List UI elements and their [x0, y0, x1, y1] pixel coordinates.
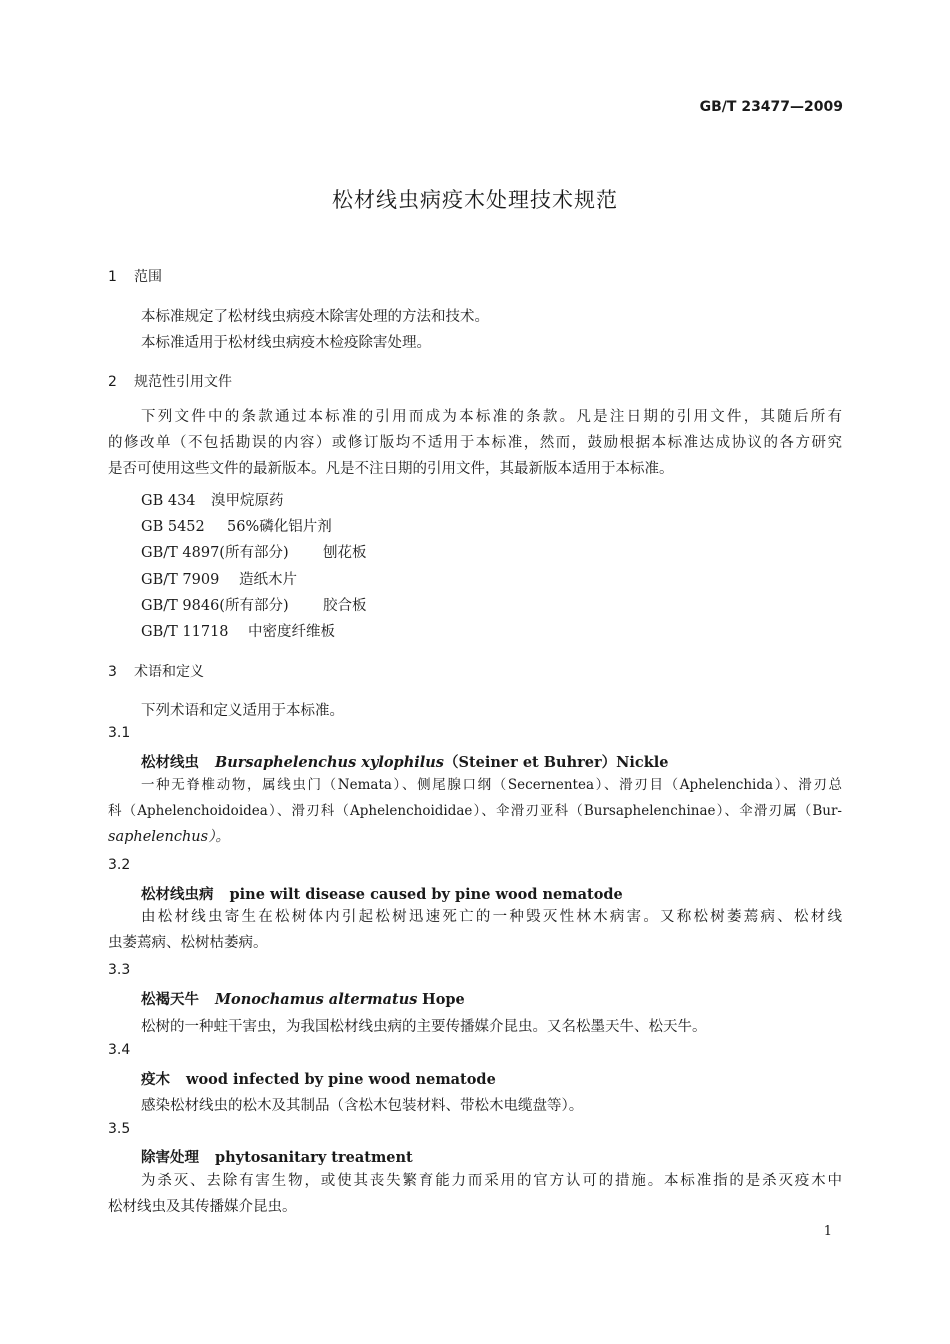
- reference-name: 溴甲烷原药: [211, 493, 284, 509]
- term-definition: 松树的一种蛀干害虫，为我国松材线虫病的主要传播媒介昆虫。又名松墨天牛、松天牛。: [141, 1019, 707, 1035]
- section-3-heading: [108, 661, 204, 681]
- term-heading: [141, 1068, 496, 1089]
- reference-code: GB 5452: [141, 519, 205, 535]
- reference-code: GB/T 7909: [141, 572, 220, 588]
- term-definition: [108, 772, 842, 850]
- term-chinese: 松褐天牛: [141, 992, 199, 1008]
- reference-item: [141, 594, 367, 615]
- document-title: 松材线虫病疫木处理技术规范: [332, 188, 618, 212]
- paragraph-line: 是否可使用这些文件的最新版本。凡是不注日期的引用文件，其最新版本适用于本标准。: [108, 461, 674, 477]
- section-2-heading: [108, 371, 232, 391]
- definition-line: 一种无脊椎动物，属线虫门（Nemata）、侧尾腺口纲（Secernentea）、滑刃目（Aphelenchida）、滑刃总: [141, 777, 842, 793]
- reference-code: GB 434: [141, 493, 196, 509]
- terms-intro: 下列术语和定义适用于本标准。: [141, 703, 344, 719]
- term-chinese: 松材线虫病: [141, 887, 214, 903]
- paragraph-line: 下列文件中的条款通过本标准的引用而成为本标准的条款。凡是注日期的引用文件，其随后所有: [141, 409, 842, 425]
- term-heading: [141, 988, 465, 1009]
- section-number: 3: [108, 664, 117, 680]
- paragraph-line: 的修改单（不包括勘误的内容）或修订版均不适用于本标准，然而，鼓励根据本标准达成协议的各方研究: [108, 435, 842, 451]
- reference-item: [141, 620, 335, 641]
- section-title: 术语和定义: [134, 664, 204, 680]
- section-number: 2: [108, 374, 117, 390]
- term-number: 3.1: [108, 725, 131, 741]
- reference-name: 中密度纤维板: [248, 624, 335, 640]
- term-number: 3.5: [108, 1121, 131, 1137]
- term-author: （Steiner et Buhrer）Nickle: [443, 754, 669, 771]
- page-number: 1: [823, 1224, 832, 1239]
- term-number: 3.2: [108, 857, 131, 873]
- definition-line: 为杀灭、去除有害生物，或使其丧失繁育能力而采用的官方认可的措施。本标准指的是杀灭疫木中: [141, 1173, 842, 1189]
- reference-item: [141, 568, 297, 589]
- reference-code: GB/T 11718: [141, 624, 229, 640]
- reference-name: 造纸木片: [239, 572, 297, 588]
- standard-number: GB/T 23477—2009: [699, 99, 843, 115]
- term-english: wood infected by pine wood nematode: [186, 1071, 496, 1088]
- term-definition: [108, 1168, 842, 1220]
- reference-item: [141, 515, 332, 536]
- reference-code: GB/T 4897(所有部分): [141, 545, 289, 561]
- term-latin: Bursaphelenchus xylophilus: [215, 754, 444, 771]
- reference-name: 56%磷化铝片剂: [227, 519, 332, 535]
- term-definition: 感染松材线虫的松木及其制品（含松木包装材料、带松木电缆盘等）。: [141, 1098, 584, 1114]
- definition-line: 科（Aphelenchoidoidea）、滑刃科（Aphelenchoididae）、伞滑刃亚科（Bursaphelenchinae）、伞滑刃属（Bur-: [108, 803, 842, 819]
- term-definition: [108, 904, 842, 956]
- term-heading: [141, 751, 669, 772]
- term-chinese: 松材线虫: [141, 755, 199, 771]
- term-latin: Monochamus altermatus: [215, 991, 418, 1008]
- section-title: 规范性引用文件: [134, 374, 232, 390]
- term-number: 3.3: [108, 962, 131, 978]
- section-title: 范围: [134, 269, 162, 285]
- reference-code: GB/T 9846(所有部分): [141, 598, 289, 614]
- normative-references-paragraph: [108, 404, 842, 482]
- scope-paragraph-2: 本标准适用于松材线虫病疫木检疫除害处理。: [141, 335, 431, 351]
- term-heading: [141, 883, 623, 904]
- reference-name: 胶合板: [323, 598, 367, 614]
- reference-item: [141, 489, 284, 510]
- definition-line: saphelenchus）。: [108, 829, 230, 845]
- term-heading: [141, 1146, 413, 1167]
- section-number: 1: [108, 269, 117, 285]
- scope-paragraph-1: 本标准规定了松材线虫病疫木除害处理的方法和技术。: [141, 309, 489, 325]
- section-1-heading: [108, 266, 162, 286]
- term-chinese: 除害处理: [141, 1150, 199, 1166]
- term-chinese: 疫木: [141, 1072, 170, 1088]
- term-english: pine wilt disease caused by pine wood nematode: [229, 886, 623, 903]
- reference-name: 刨花板: [323, 545, 367, 561]
- definition-line: 虫萎蔫病、松树枯萎病。: [108, 935, 268, 951]
- term-number: 3.4: [108, 1042, 131, 1058]
- definition-line: 由松材线虫寄生在松树体内引起松树迅速死亡的一种毁灭性林木病害。又称松树萎蔫病、松材线: [141, 909, 842, 925]
- reference-item: [141, 541, 367, 562]
- term-english: phytosanitary treatment: [215, 1149, 413, 1166]
- definition-line: 松材线虫及其传播媒介昆虫。: [108, 1199, 297, 1215]
- term-author: Hope: [422, 991, 465, 1008]
